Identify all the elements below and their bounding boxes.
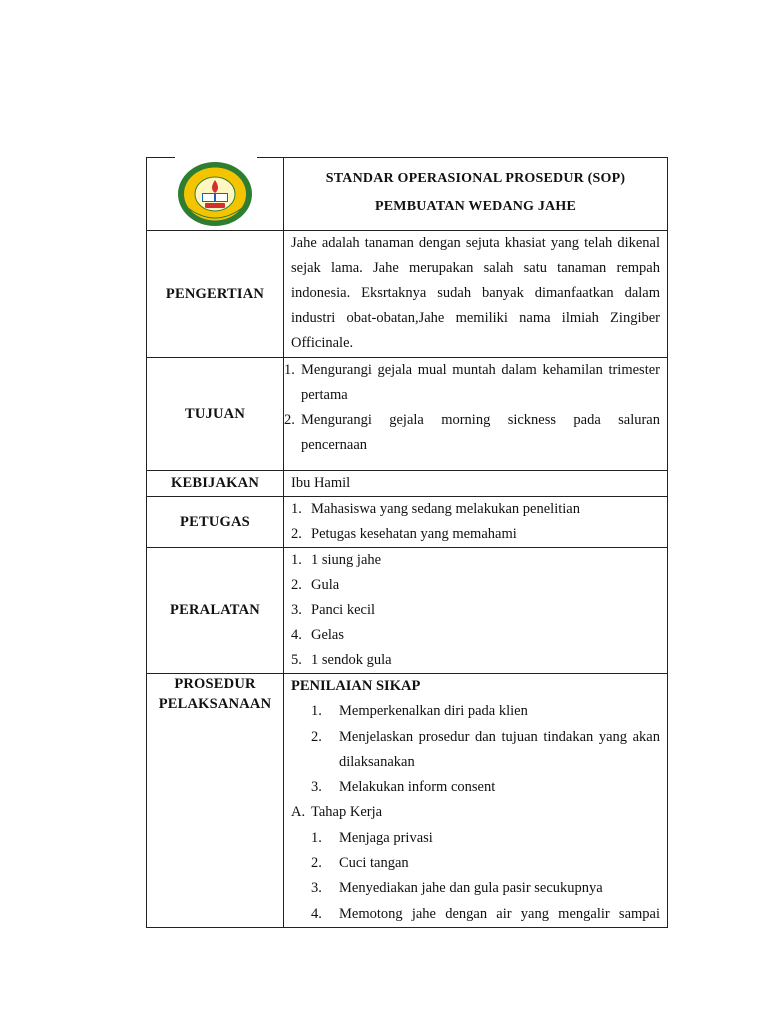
list-item — [291, 522, 660, 547]
list-number: 1. — [311, 703, 322, 720]
list-number: 2. — [291, 526, 302, 542]
tujuan-row — [147, 358, 668, 471]
title-cell — [284, 158, 668, 231]
list-item — [291, 598, 660, 623]
list-number: 1. — [291, 552, 302, 568]
list-item — [291, 623, 660, 648]
list-item — [291, 826, 660, 851]
kebijakan-row — [147, 471, 668, 497]
list-number: 2. — [291, 577, 302, 593]
list-text: Memotong jahe dengan air yang mengalir sampai — [339, 905, 660, 922]
prosedur-label-line2: PELAKSANAAN — [158, 696, 272, 712]
list-number: 5. — [291, 652, 302, 668]
petugas-label: PETUGAS — [147, 497, 284, 548]
list-item — [291, 548, 660, 573]
list-text: Mahasiswa yang sedang melakukan penelitian — [311, 501, 580, 517]
list-item — [291, 902, 660, 927]
pengertian-row — [147, 231, 668, 358]
list-number: 4. — [311, 905, 322, 922]
kebijakan-label: KEBIJAKAN — [147, 471, 284, 497]
petugas-row — [147, 497, 668, 548]
pengertian-text: Jahe adalah tanaman dengan sejuta khasiat yang telah dikenal sejak lama. Jahe merupakan salah satu tanaman rempah indonesia. Eksrtaknya sudah banyak dimanfaatkan dalam industri obat-obatan,Jahe memiliki nama ilmiah Zingiber Officinale. — [284, 231, 668, 358]
list-item — [291, 573, 660, 598]
page-title: STANDAR OPERASIONAL PROSEDUR (SOP) — [325, 171, 626, 186]
kebijakan-text: Ibu Hamil — [284, 471, 668, 497]
list-text: Mengurangi gejala morning sickness pada saluran pencernaan — [301, 412, 660, 453]
list-item — [291, 648, 660, 673]
list-number: 4. — [291, 627, 302, 643]
peralatan-label: PERALATAN — [147, 548, 284, 674]
list-number: 2. — [311, 728, 322, 745]
list-text: 1 sendok gula — [311, 652, 392, 668]
list-text: Cuci tangan — [339, 855, 409, 872]
list-text: Memperkenalkan diri pada klien — [339, 703, 528, 720]
list-item — [291, 876, 660, 901]
list-item — [284, 358, 660, 408]
list-item — [291, 699, 660, 724]
list-item — [291, 497, 660, 522]
list-number: 3. — [311, 880, 322, 897]
stikes-logo-icon — [176, 160, 254, 228]
list-number: 1. — [311, 829, 322, 846]
prosedur-label — [147, 674, 284, 928]
list-text: Melakukan inform consent — [339, 779, 496, 796]
list-number: 2. — [284, 412, 295, 428]
prosedur-row — [147, 674, 668, 928]
list-number: 1. — [291, 501, 302, 517]
tahap-heading-row — [291, 800, 660, 825]
list-text: Gula — [311, 577, 340, 593]
list-item — [291, 725, 660, 776]
peralatan-row — [147, 548, 668, 674]
list-text: 1 siung jahe — [311, 552, 382, 568]
list-text: Mengurangi gejala mual muntah dalam kehamilan trimester pertama — [301, 362, 660, 403]
sop-table — [146, 157, 668, 928]
peralatan-list — [284, 548, 668, 674]
list-text: Menyediakan jahe dan gula pasir secukupnya — [339, 880, 603, 897]
tahap-heading: Tahap Kerja — [311, 804, 383, 821]
tujuan-list — [284, 358, 668, 471]
list-item — [284, 408, 660, 458]
prosedur-content — [284, 674, 668, 928]
list-text: Menjelaskan prosedur dan tujuan tindakan yang akan dilaksanakan — [339, 728, 660, 770]
list-text: Petugas kesehatan yang memahami — [311, 526, 517, 542]
list-number: 2. — [311, 855, 322, 872]
sikap-heading: PENILAIAN SIKAP — [291, 678, 421, 694]
pengertian-label: PENGERTIAN — [147, 231, 284, 358]
logo-cell — [147, 158, 284, 231]
tujuan-label: TUJUAN — [147, 358, 284, 471]
list-number: A. — [291, 804, 306, 821]
list-number: 3. — [291, 602, 302, 618]
page-subtitle: PEMBUATAN WEDANG JAHE — [375, 199, 576, 214]
list-number: 3. — [311, 779, 322, 796]
petugas-list — [284, 497, 668, 548]
list-number: 1. — [284, 362, 295, 378]
header-row — [147, 158, 668, 231]
list-text: Menjaga privasi — [339, 829, 433, 846]
prosedur-label-line1: PROSEDUR — [174, 676, 256, 692]
list-item — [291, 775, 660, 800]
list-text: Panci kecil — [311, 602, 376, 618]
list-item — [291, 851, 660, 876]
list-text: Gelas — [311, 627, 345, 643]
